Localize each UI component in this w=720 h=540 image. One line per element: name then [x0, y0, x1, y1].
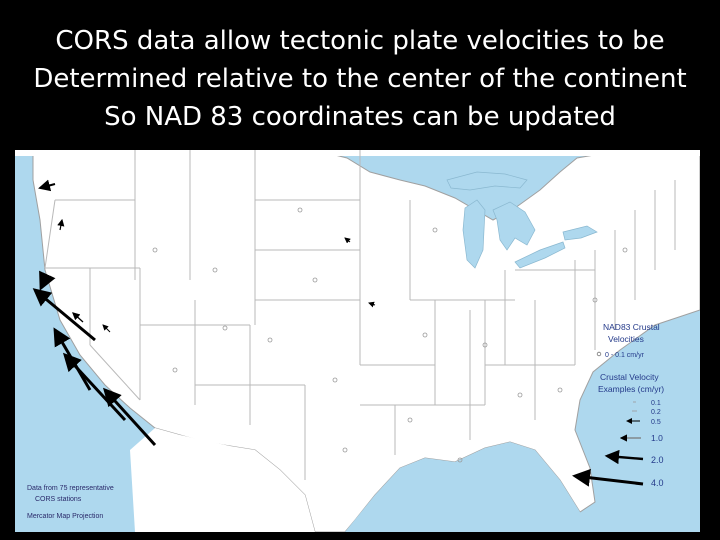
legend-heading-1: NAD83 Crustal [603, 322, 660, 332]
legend-small-marker: 0 - 0.1 cm/yr [605, 352, 644, 359]
example-label-1.0: 1.0 [651, 433, 663, 443]
title-line-3: So NAD 83 coordinates can be updated [104, 102, 616, 132]
example-label-0.1: 0.1 [651, 400, 661, 407]
title-line-1: CORS data allow tectonic plate velocities to be [55, 26, 665, 56]
canada-strip [15, 150, 700, 156]
legend-examples-2: Examples (cm/yr) [598, 384, 665, 394]
example-label-2.0: 2.0 [651, 455, 664, 465]
example-label-0.2: 0.2 [651, 409, 661, 416]
example-label-4.0: 4.0 [651, 478, 664, 488]
cors-velocity-map [15, 150, 700, 532]
legend-heading-2: Velocities [608, 334, 644, 344]
example-label-0.5: 0.5 [651, 419, 661, 426]
data-note-line-1: Data from 75 representative [27, 485, 114, 492]
legend-examples-1: Crustal Velocity [600, 372, 659, 382]
slide-title [0, 22, 720, 136]
title-line-2: Determined relative to the center of the continent [33, 64, 687, 94]
data-note-line-2: CORS stations [35, 496, 82, 503]
projection-note: Mercator Map Projection [27, 513, 104, 520]
